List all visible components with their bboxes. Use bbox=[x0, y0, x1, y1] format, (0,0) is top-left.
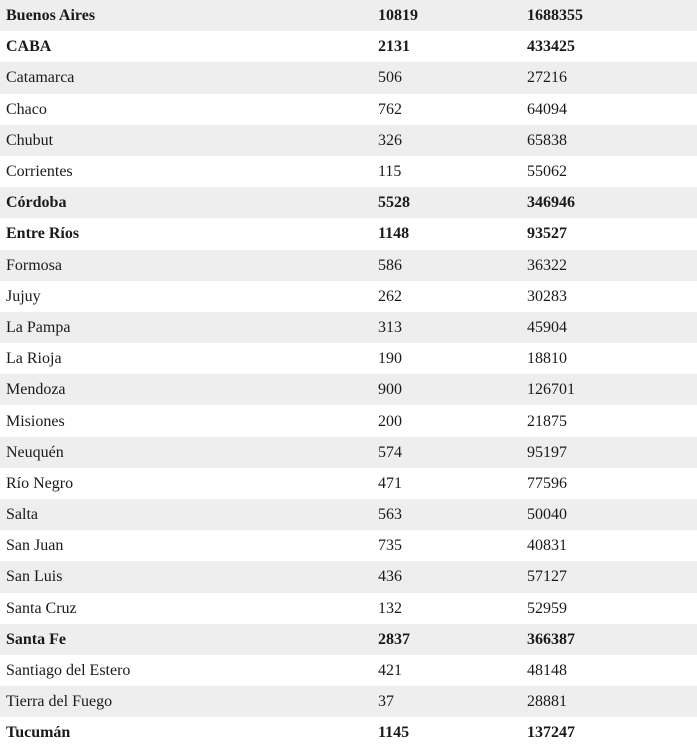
cell-region: La Rioja bbox=[0, 343, 372, 374]
cell-region: Salta bbox=[0, 499, 372, 530]
cell-value1: 313 bbox=[372, 312, 521, 343]
table-row bbox=[0, 312, 697, 343]
cell-value2: 366387 bbox=[521, 624, 697, 655]
cell-region: Catamarca bbox=[0, 62, 372, 93]
cell-value1: 421 bbox=[372, 655, 521, 686]
cell-value2: 346946 bbox=[521, 187, 697, 218]
table-row bbox=[0, 343, 697, 374]
cell-region: Santa Cruz bbox=[0, 593, 372, 624]
table-row bbox=[0, 468, 697, 499]
cell-value1: 262 bbox=[372, 281, 521, 312]
cell-region: Mendoza bbox=[0, 374, 372, 405]
cell-value2: 93527 bbox=[521, 218, 697, 249]
cell-region: Río Negro bbox=[0, 468, 372, 499]
cell-region: Chaco bbox=[0, 94, 372, 125]
cell-value1: 10819 bbox=[372, 0, 521, 31]
table-row bbox=[0, 250, 697, 281]
cell-region: La Pampa bbox=[0, 312, 372, 343]
cell-value1: 574 bbox=[372, 437, 521, 468]
cell-region: Entre Ríos bbox=[0, 218, 372, 249]
cell-value1: 471 bbox=[372, 468, 521, 499]
cell-value1: 762 bbox=[372, 94, 521, 125]
cell-value1: 1145 bbox=[372, 717, 521, 748]
table-row bbox=[0, 593, 697, 624]
cell-value2: 52959 bbox=[521, 593, 697, 624]
table-row bbox=[0, 374, 697, 405]
table-row bbox=[0, 218, 697, 249]
table-row bbox=[0, 187, 697, 218]
table-row bbox=[0, 405, 697, 436]
cell-value2: 21875 bbox=[521, 405, 697, 436]
table-row bbox=[0, 561, 697, 592]
cell-value1: 200 bbox=[372, 405, 521, 436]
cell-value2: 137247 bbox=[521, 717, 697, 748]
cell-value1: 563 bbox=[372, 499, 521, 530]
cell-region: Misiones bbox=[0, 405, 372, 436]
cell-region: Formosa bbox=[0, 250, 372, 281]
cell-value1: 190 bbox=[372, 343, 521, 374]
table-row bbox=[0, 624, 697, 655]
cell-value1: 5528 bbox=[372, 187, 521, 218]
cell-region: Tucumán bbox=[0, 717, 372, 748]
table-row bbox=[0, 62, 697, 93]
cell-value1: 1148 bbox=[372, 218, 521, 249]
cell-value2: 27216 bbox=[521, 62, 697, 93]
cell-value1: 900 bbox=[372, 374, 521, 405]
table-row bbox=[0, 0, 697, 31]
cell-value2: 18810 bbox=[521, 343, 697, 374]
cell-region: Santa Fe bbox=[0, 624, 372, 655]
table-row bbox=[0, 499, 697, 530]
cell-region: Chubut bbox=[0, 125, 372, 156]
table-row bbox=[0, 125, 697, 156]
cell-region: CABA bbox=[0, 31, 372, 62]
cell-region: Neuquén bbox=[0, 437, 372, 468]
cell-region: San Juan bbox=[0, 530, 372, 561]
cell-region: Buenos Aires bbox=[0, 0, 372, 31]
cell-region: Tierra del Fuego bbox=[0, 686, 372, 717]
cell-value2: 48148 bbox=[521, 655, 697, 686]
cell-region: Santiago del Estero bbox=[0, 655, 372, 686]
cell-value1: 115 bbox=[372, 156, 521, 187]
table-row bbox=[0, 31, 697, 62]
table-row bbox=[0, 530, 697, 561]
cell-region: Córdoba bbox=[0, 187, 372, 218]
cell-region: Jujuy bbox=[0, 281, 372, 312]
table-row bbox=[0, 281, 697, 312]
cell-region: San Luis bbox=[0, 561, 372, 592]
cell-value1: 2131 bbox=[372, 31, 521, 62]
cell-value1: 132 bbox=[372, 593, 521, 624]
cell-value2: 1688355 bbox=[521, 0, 697, 31]
cell-value2: 40831 bbox=[521, 530, 697, 561]
table-row bbox=[0, 655, 697, 686]
cell-value1: 2837 bbox=[372, 624, 521, 655]
cell-value2: 55062 bbox=[521, 156, 697, 187]
cell-value2: 57127 bbox=[521, 561, 697, 592]
cell-value2: 65838 bbox=[521, 125, 697, 156]
cell-value1: 735 bbox=[372, 530, 521, 561]
cell-value1: 586 bbox=[372, 250, 521, 281]
cell-value2: 45904 bbox=[521, 312, 697, 343]
cell-value2: 28881 bbox=[521, 686, 697, 717]
table-row bbox=[0, 156, 697, 187]
table-row bbox=[0, 437, 697, 468]
cell-value2: 64094 bbox=[521, 94, 697, 125]
table-row bbox=[0, 717, 697, 748]
cell-value2: 433425 bbox=[521, 31, 697, 62]
cell-value2: 77596 bbox=[521, 468, 697, 499]
table-row bbox=[0, 94, 697, 125]
cell-value2: 126701 bbox=[521, 374, 697, 405]
table-row bbox=[0, 686, 697, 717]
cell-value2: 95197 bbox=[521, 437, 697, 468]
cell-value1: 37 bbox=[372, 686, 521, 717]
cell-value1: 506 bbox=[372, 62, 521, 93]
cell-value2: 30283 bbox=[521, 281, 697, 312]
cell-region: Corrientes bbox=[0, 156, 372, 187]
cell-value1: 326 bbox=[372, 125, 521, 156]
cell-value2: 36322 bbox=[521, 250, 697, 281]
cell-value1: 436 bbox=[372, 561, 521, 592]
cell-value2: 50040 bbox=[521, 499, 697, 530]
